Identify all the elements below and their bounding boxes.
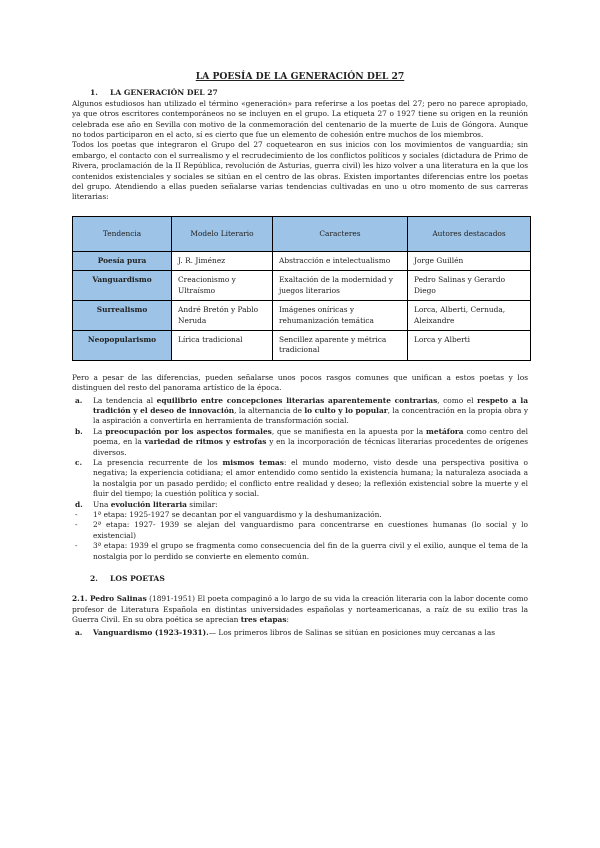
rasgos-list [72,396,528,563]
bold-run: mismos temas [222,457,284,467]
table-header-cell: Caracteres [273,216,408,251]
table-cell: Exaltación de la modernidad y juegos literarios [273,271,408,301]
list-item-a [72,396,528,427]
text-run: : el mundo moderno, visto desde una perspectiva positiva o negativa; la experiencia cotidiana; el amor entendido como sentido la existencia humana; la naturaleza asociada a la nostalgia por un pasado perdido; el conflicto entre realidad y deseo; la reflexión existencial sobre la muerte y el fluir del tiempo; la cuestión política y social. [93,457,528,499]
section-heading-text: LOS POETAS [110,574,165,584]
list-marker: a. [75,395,83,405]
text-run: , que se manifiesta en la apuesta por la [271,426,427,436]
table-cell: Pedro Salinas y Gerardo Diego [408,271,531,301]
table-row [73,271,531,301]
stage-text: 3ª etapa: 1939 el grupo se fragmenta como consecuencia del fin de la guerra civil y el exilio, aunque el tema de la nostalgia por lo perdido se convierte en elemento común. [93,541,528,561]
bold-run: evolución literaria [110,499,187,509]
tendencias-table [72,216,531,361]
list-item-d [72,500,528,510]
text-run: La tendencia al [93,395,157,405]
text-run: Una [93,499,111,509]
text-run: , la concentración en la propia obra y la aspiración a convertirla en herramienta de transformación social. [93,405,528,426]
paragraph-vanguardia: Todos los poetas que integraron el Grupo del 27 coquetearon en sus inicios con los movimientos de vanguardia; sin embargo, el contacto con el surrealismo y el recrudecimiento de los conflictos políticos y sociales (dictadura de Primo de Rivera, proclamación de la II República, revolución de Asturias, guerra civil) les hizo volver a una literatura en la que los contenidos existenciales y sociales se sitúan en el centro de las obras. Existen importantes diferencias entre los poetas del grupo. Atendiendo a ellas pueden señalarse varias tendencias cultivadas en uno u otro momento de sus carreras literarias: [72,140,528,202]
table-cell: Lorca y Alberti [408,330,531,360]
dash-marker: - [75,541,78,551]
section-number: 1. [90,88,98,98]
document-title: LA POESÍA DE LA GENERACIÓN DEL 27 [195,71,405,82]
text-run: La presencia recurrente de los [93,457,223,467]
section-number: 2. [90,574,98,584]
table-cell: Imágenes oníricas y rehumanización temática [273,301,408,331]
table-row-header: Neopopularismo [73,330,172,360]
table-cell: Sencillez aparente y métrica tradicional [273,330,408,360]
table-row-header: Vanguardismo [73,271,172,301]
bold-run: metáfora [426,426,464,436]
list-marker: d. [75,499,83,509]
list-marker: c. [75,457,83,467]
table-header-row [73,216,531,251]
bold-run: lo culto y lo popular [304,405,388,415]
table-row-header: Surrealismo [73,301,172,331]
table-row [73,251,531,270]
table-cell: Lorca, Alberti, Cernuda, Aleixandre [408,301,531,331]
text-run: — Los primeros libros de Salinas se sitúan en posiciones muy cercanas a las [208,627,496,637]
stage-item [72,510,528,520]
text-run: similar: [186,499,218,509]
bold-run: tres etapas [240,615,287,625]
table-cell: Lírica tradicional [172,330,273,360]
table-row-header: Poesía pura [73,251,172,270]
paragraph-generacion-intro: Algunos estudiosos han utilizado el término «generación» para referirse a los poetas del 27; pero no parece apropiado, ya que otros escritores contemporáneos no se incluyen en el grupo. La etiqueta 27 o 1927 tiene su origen en la reunión celebrada ese año en Sevilla con motivo de la conmemoración del centenario de la muerte de Luis de Góngora. Aunque no todos participaron en el acto, sí es cierto que fue un elemento de cohesión entre muchos de los miembros. [72,98,528,140]
table-header-cell: Tendencia [73,216,172,251]
document-page [72,72,528,638]
paragraph-rasgos-comunes: Pero a pesar de las diferencias, pueden señalarse unos pocos rasgos comunes que unifican a estos poetas y los distinguen del resto del panorama artístico de la época. [72,372,528,393]
list-item-b [72,427,528,458]
paragraph-salinas [72,594,528,625]
stage-text: 2ª etapa: 1927- 1939 se alejan del vanguardismo para concentrarse en cuestiones humanas (lo social y lo existencial) [93,520,528,540]
list-item-c [72,458,528,500]
bold-run: respeto a la tradición y el deseo de innovación [93,395,528,415]
text-run: , la alternancia de [234,405,305,415]
table-cell: J. R. Jiménez [172,251,273,270]
section-heading-poetas [90,574,528,584]
subsection-label: 2.1. Pedro Salinas [72,594,147,604]
list-marker: b. [75,426,83,436]
dash-marker: - [75,520,78,530]
stage-text: 1ª etapa: 1925-1927 se decantan por el vanguardismo y la deshumanización. [93,510,382,519]
text-run: La [93,426,106,436]
dash-marker: - [75,510,78,519]
bold-run: variedad de ritmos y estrofas [144,437,267,447]
bold-run: preocupación por los aspectos formales [105,426,272,436]
table-header-cell: Modelo Literario [172,216,273,251]
stage-item [72,520,528,541]
table-header-cell: Autores destacados [408,216,531,251]
text-run: como centro del poema, en la [93,426,528,447]
text-run: : [286,615,289,625]
list-item-salinas-a [72,628,528,638]
section-heading-text: LA GENERACIÓN DEL 27 [110,88,218,98]
table-cell: Abstracción e intelectualismo [273,251,408,270]
section-heading-generacion [90,88,528,98]
table-cell: Jorge Guillén [408,251,531,270]
table-row [73,330,531,360]
text-run: (1891-1951) El poeta compaginó a lo largo de su vida la creación literaria con la labor docente como profesor de Literatura Española en distintas universidades españolas y norteamericanas, a raíz de su exilio tras la Guerra Civil. En su obra poética se aprecian [72,594,528,625]
table-cell: André Bretón y Pablo Neruda [172,301,273,331]
text-run: y en la incorporación de técnicas literarias procedentes de orígenes diversos. [93,437,528,457]
list-marker: a. [75,627,83,637]
bold-run: Vanguardismo (1923-1931). [93,627,209,637]
table-row [73,301,531,331]
table-cell: Creacionismo y Ultraísmo [172,271,273,301]
bold-run: equilibrio entre concepciones literarias aparentemente contrarias [156,395,438,405]
stage-item [72,541,528,562]
text-run: , como el [437,395,478,405]
